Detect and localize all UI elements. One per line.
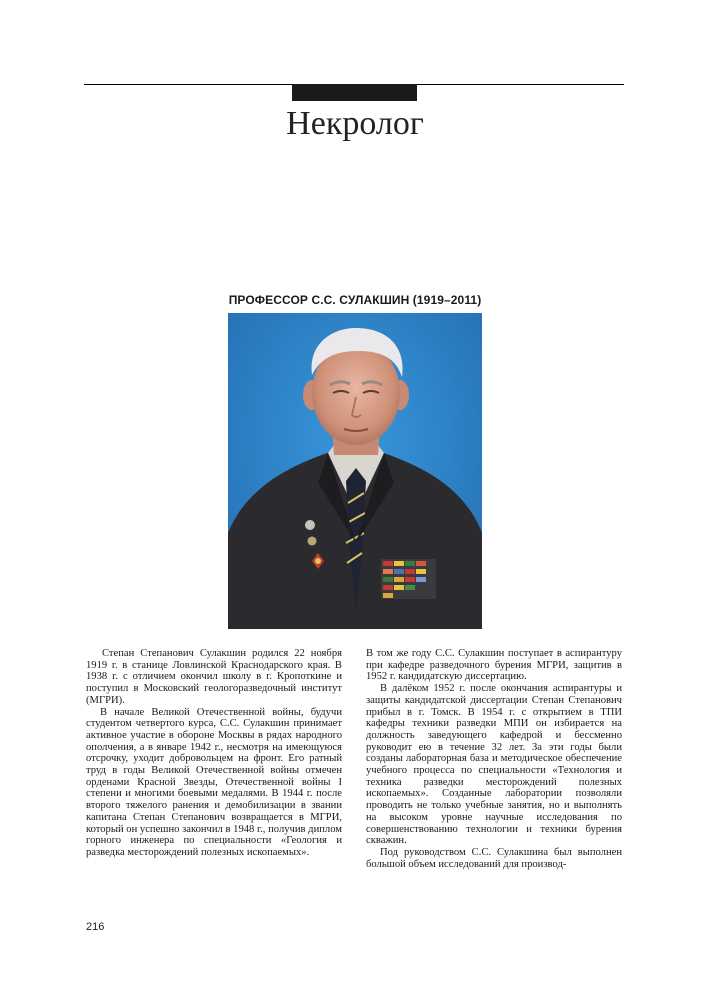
portrait-photo (228, 313, 482, 629)
body-left-column (86, 648, 342, 859)
page-number: 216 (86, 921, 105, 933)
body-right-column (366, 648, 622, 870)
paragraph: Под руководством С.С. Сулакшина был выполнен большой объем исследований для производ- (366, 846, 622, 870)
section-title: Некролог (286, 105, 424, 142)
paragraph: В далёком 1952 г. после окончания аспирантуры и защиты кандидатской диссертации Степан Степанович прибыл в г. Томск. В 1954 г. с открытием в ТПИ кафедры техники разведки МПИ он избирается на должность заведующего кафедрой и бессменно руководит ею в течение 32 лет. За эти годы были созданы лабораторная база и методическое обеспечение учебного процесса по специальности «Технология и техника разведки месторождений полезных ископаемых». Созданные лаборатории позволяли проводить не только учебные занятия, но и выполнять на высоком уровне научные исследования по совершенствованию технологии и техники бурения скважин. (366, 683, 622, 847)
header-bar (292, 84, 417, 101)
paragraph: Степан Степанович Сулакшин родился 22 ноября 1919 г. в станице Ловлинской Краснодарского края. В 1938 г. с отличием окончил школу в г. Кропоткине и поступил в Московский геологоразведочный институт (МГРИ). (86, 648, 342, 706)
paragraph: В том же году С.С. Сулакшин поступает в аспирантуру при кафедре разведочного бурения МГРИ, защитив в 1952 г. кандидатскую диссертацию. (366, 648, 622, 683)
portrait-photo-icon (228, 313, 482, 629)
article-title: ПРОФЕССОР С.С. СУЛАКШИН (1919–2011) (228, 293, 482, 307)
paragraph: В начале Великой Отечественной войны, будучи студентом четвертого курса, С.С. Сулакшин принимает активное участие в обороне Москвы в рядах народного ополчения, а в январе 1942 г., несмотря на имеющуюся отсрочку, уходит добровольцем на фронт. Его ратный труд в годы Великой Отечественной войны отмечен орденами Красной Звезды, Отечественной войны I степени и многими боевыми медалями. В 1944 г. после второго тяжелого ранения и демобилизации в звании капитана Степан Степанович возвращается в МГРИ, который он успешно закончил в 1948 г., получив диплом горного инженера по специальности «Геология и разведка месторождений полезных ископаемых». (86, 706, 342, 858)
